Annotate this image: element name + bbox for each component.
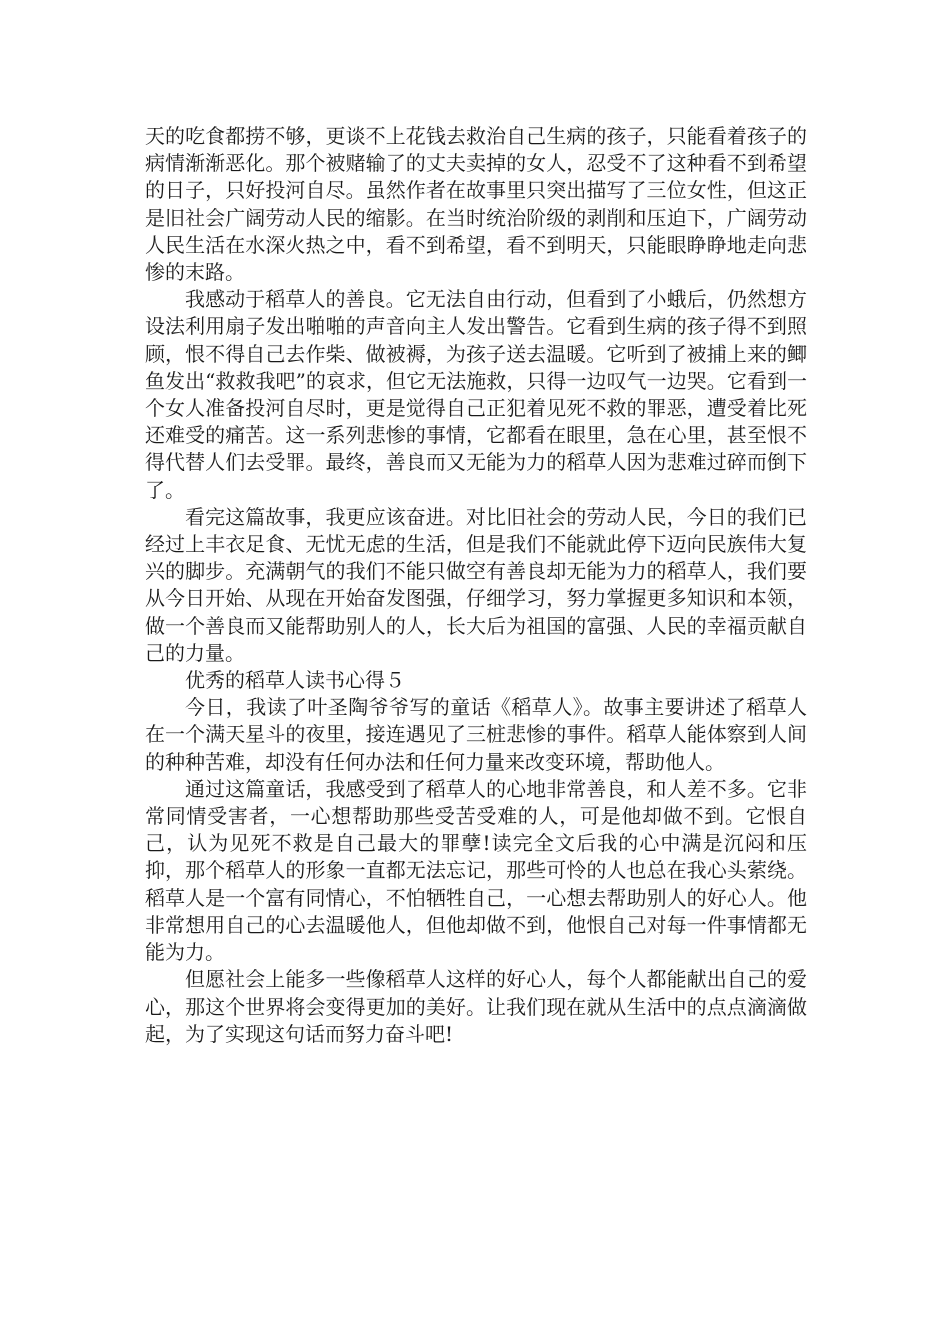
- section-heading: 优秀的稻草人读书心得５: [185, 668, 405, 693]
- paragraph-intro: 今日，我读了叶圣陶爷爷写的童话《稻草人》。故事主要讲述了稻草人在一个满天星斗的夜里，接连遇见了三桩悲惨的事件。稻草人能体察到人间的种种苦难，却没有任何办法和任何力量来改变环境，帮助他人。: [145, 695, 807, 774]
- paragraph-continuation: 天的吃食都捞不够，更谈不上花钱去救治自己生病的孩子，只能看着孩子的病情渐渐恶化。那个被赌输了的丈夫卖掉的女人，忍受不了这种看不到希望的日子，只好投河自尽。虽然作者在故事里只突出描写了三位女性，但这正是旧社会广阔劳动人民的缩影。在当时统治阶级的剥削和压迫下，广阔劳动人民生活在水深火热之中，看不到希望，看不到明天，只能眼睁睁地走向悲惨的末路。: [145, 124, 807, 285]
- paragraph-closing: 但愿社会上能多一些像稻草人这样的好心人，每个人都能献出自己的爱心，那这个世界将会变得更加的美好。让我们现在就从生活中的点点滴滴做起，为了实现这句话而努力奋斗吧!: [145, 967, 807, 1046]
- paragraph-reflection: 看完这篇故事，我更应该奋进。对比旧社会的劳动人民，今日的我们已经过上丰衣足食、无忧无虑的生活，但是我们不能就此停下迈向民族伟大复兴的脚步。充满朝气的我们不能只做空有善良却无能为力的稻草人，我们要从今日开始、从现在开始奋发图强，仔细学习，努力掌握更多知识和本领，做一个善良而又能帮助别人的人，长大后为祖国的富强、人民的幸福贡献自己的力量。: [145, 504, 807, 665]
- paragraph-feelings: 通过这篇童话，我感受到了稻草人的心地非常善良，和人差不多。它非常同情受害者，一心想帮助那些受苦受难的人，可是他却做不到。它恨自己，认为见死不救是自己最大的罪孽!读完全文后我的心中满是沉闷和压抑，那个稻草人的形象一直都无法忘记，那些可怜的人也总在我心头萦绕。稻草人是一个富有同情心，不怕牺牲自己，一心想去帮助别人的好心人。他非常想用自己的心去温暖他人，但他却做不到，他恨自己对每一件事情都无能为力。: [145, 776, 807, 965]
- paragraph-scarecrow-kindness: 我感动于稻草人的善良。它无法自由行动，但看到了小蛾后，仍然想方设法利用扇子发出啪啪的声音向主人发出警告。它看到生病的孩子得不到照顾，恨不得自己去作柴、做被褥，为孩子送去温暖。它听到了被捕上来的鲫鱼发出“救救我吧”的哀求，但它无法施救，只得一边叹气一边哭。它看到一个女人准备投河自尽时，更是觉得自己正犯着见死不救的罪恶，遭受着比死还难受的痛苦。这一系列悲惨的事情，它都看在眼里，急在心里，甚至恨不得代替人们去受罪。最终，善良而又无能为力的稻草人因为悲难过碎而倒下了。: [145, 287, 807, 502]
- document-body: [145, 123, 807, 1048]
